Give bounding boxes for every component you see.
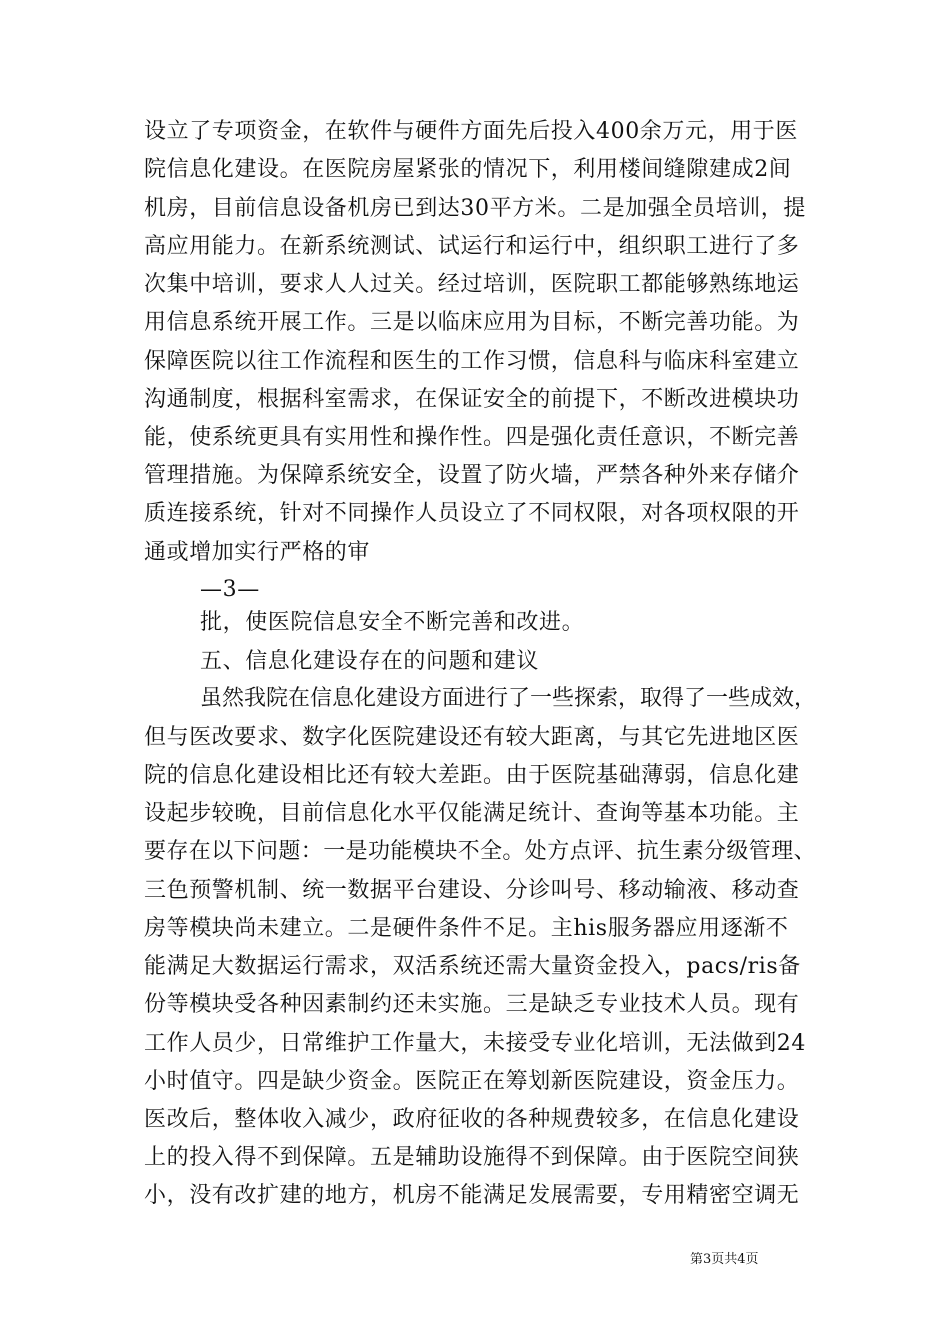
text-line: 份等模块受各种因素制约还未实施。三是缺乏专业技术人员。现有 [144,992,800,1017]
text-line: 能，使系统更具有实用性和操作性。四是强化责任意识，不断完善 [144,425,800,450]
text-line: 用信息系统开展工作。三是以临床应用为目标，不断完善功能。为 [144,310,800,335]
page-marker: —3— [200,577,260,602]
text-line: 但与医改要求、数字化医院建设还有较大距离，与其它先进地区医 [144,725,800,750]
text-line: 保障医院以往工作流程和医生的工作习惯，信息科与临床科室建立 [144,349,800,374]
text-line: 质连接系统，针对不同操作人员设立了不同权限，对各项权限的开 [144,501,800,526]
text-line: 小，没有改扩建的地方，机房不能满足发展需要，专用精密空调无 [144,1183,800,1208]
text-line: 能满足大数据运行需求，双活系统还需大量资金投入，pacs/ris备 [144,954,801,979]
text-line: 房等模块尚未建立。二是硬件条件不足。主his服务器应用逐渐不 [144,916,789,941]
text-line: 小时值守。四是缺少资金。医院正在筹划新医院建设，资金压力。 [144,1069,800,1094]
text-line: 通或增加实行严格的审 [144,540,371,565]
text-line: 院信息化建设。在医院房屋紧张的情况下，利用楼间缝隙建成2间 [144,157,792,182]
text-line: 要存在以下问题：一是功能模块不全。处方点评、抗生素分级管理、 [144,839,817,864]
text-line: 次集中培训，要求人人过关。经过培训，医院职工都能够熟练地运 [144,272,800,297]
text-line: 沟通制度，根据科室需求，在保证安全的前提下，不断改进模块功 [144,387,800,412]
text-line: 批，使医院信息安全不断完善和改进。 [200,610,585,635]
page-footer: 第3页共4页 [690,1252,759,1267]
text-line: 管理措施。为保障系统安全，设置了防火墙，严禁各种外来存储介 [144,463,800,488]
text-line: 医改后，整体收入减少，政府征收的各种规费较多，在信息化建设 [144,1107,800,1132]
text-line: 上的投入得不到保障。五是辅助设施得不到保障。由于医院空间狭 [144,1145,800,1170]
text-line: 院的信息化建设相比还有较大差距。由于医院基础薄弱，信息化建 [144,763,800,788]
section-heading: 五、信息化建设存在的问题和建议 [200,649,540,674]
text-line: 三色预警机制、统一数据平台建设、分诊叫号、移动输液、移动查 [144,878,800,903]
text-line: 设起步较晚，目前信息化水平仅能满足统计、查询等基本功能。主 [144,801,800,826]
text-line: 高应用能力。在新系统测试、试运行和运行中，组织职工进行了多 [144,234,800,259]
text-line: 工作人员少，日常维护工作量大，未接受专业化培训，无法做到24 [144,1031,806,1056]
text-line: 虽然我院在信息化建设方面进行了一些探索，取得了一些成效， [200,686,817,711]
text-line: 机房，目前信息设备机房已到达30平方米。二是加强全员培训，提 [144,196,806,221]
text-line: 设立了专项资金，在软件与硬件方面先后投入400余万元，用于医 [144,119,798,144]
